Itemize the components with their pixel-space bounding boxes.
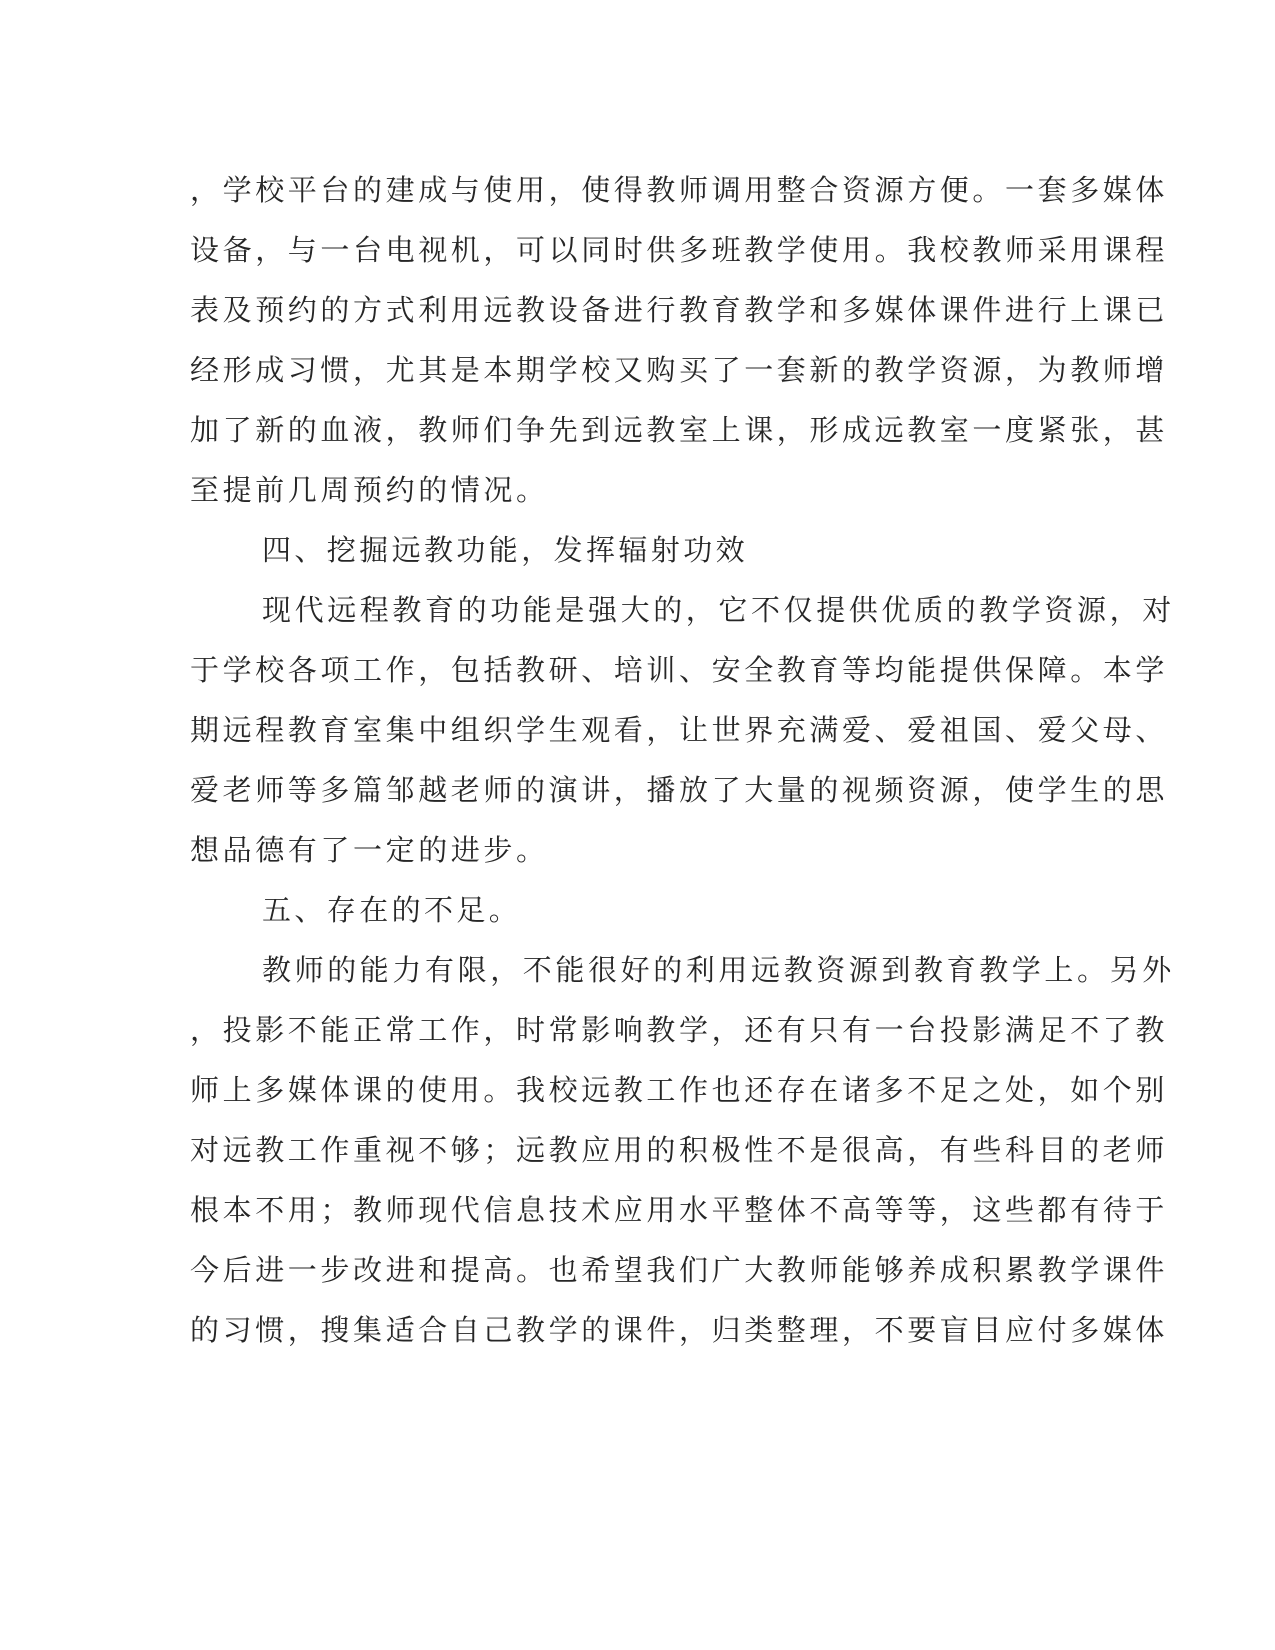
body-line: 对远教工作重视不够；远教应用的积极性不是很高，有些科目的老师 (190, 1133, 1169, 1167)
paragraph-first-line: 现代远程教育的功能是强大的，它不仅提供优质的教学资源，对 (262, 593, 1175, 627)
paragraph-first-line: 教师的能力有限，不能很好的利用远教资源到教育教学上。另外 (262, 953, 1175, 987)
document-body (190, 160, 1175, 1360)
body-line: 于学校各项工作，包括教研、培训、安全教育等均能提供保障。本学 (190, 653, 1169, 687)
body-line: 爱老师等多篇邹越老师的演讲，播放了大量的视频资源，使学生的思 (190, 773, 1169, 807)
body-line: ，投影不能正常工作，时常影响教学，还有只有一台投影满足不了教 (190, 1013, 1169, 1047)
body-line: 表及预约的方式利用远教设备进行教育教学和多媒体课件进行上课已 (190, 293, 1169, 327)
body-line: ，学校平台的建成与使用，使得教师调用整合资源方便。一套多媒体 (190, 173, 1169, 207)
body-line: 期远程教育室集中组织学生观看，让世界充满爱、爱祖国、爱父母、 (190, 713, 1169, 747)
body-line: 经形成习惯，尤其是本期学校又购买了一套新的教学资源，为教师增 (190, 353, 1169, 387)
section-heading-5: 五、存在的不足。 (262, 893, 522, 927)
body-line: 的习惯，搜集适合自己教学的课件，归类整理，不要盲目应付多媒体 (190, 1313, 1169, 1347)
body-line: 根本不用；教师现代信息技术应用水平整体不高等等，这些都有待于 (190, 1193, 1169, 1227)
body-line: 至提前几周预约的情况。 (190, 473, 549, 507)
body-line: 师上多媒体课的使用。我校远教工作也还存在诸多不足之处，如个别 (190, 1073, 1169, 1107)
body-line: 加了新的血液，教师们争先到远教室上课，形成远教室一度紧张，甚 (190, 413, 1169, 447)
body-line: 设备，与一台电视机，可以同时供多班教学使用。我校教师采用课程 (190, 233, 1169, 267)
body-line: 今后进一步改进和提高。也希望我们广大教师能够养成积累教学课件 (190, 1253, 1169, 1287)
body-line: 想品德有了一定的进步。 (190, 833, 549, 867)
section-heading-4: 四、挖掘远教功能，发挥辐射功效 (262, 533, 749, 567)
